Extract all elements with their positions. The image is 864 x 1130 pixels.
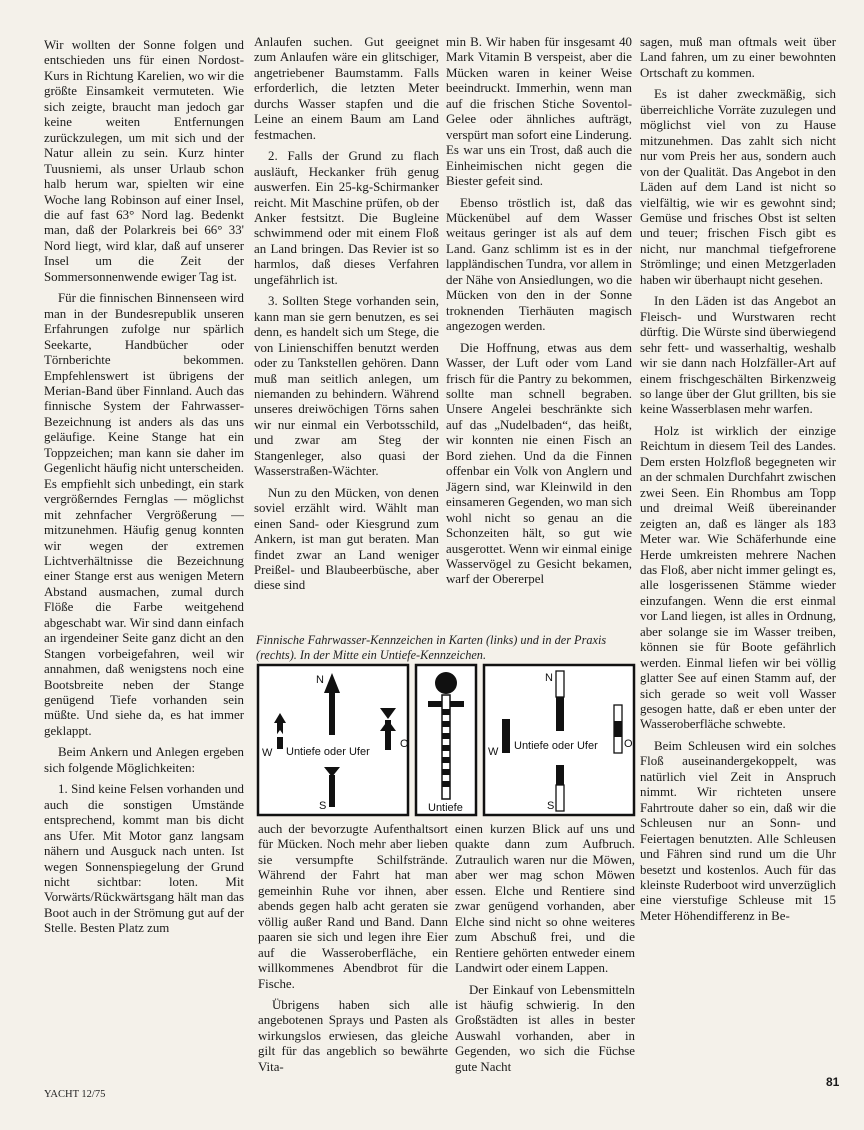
shoal-label: Untiefe (428, 802, 463, 814)
paragraph: Beim Schleusen wird ein solches Floß auseinandergekoppelt, was natürlich viel Zeit in Anspruch nimmt. Wir richteten unsere Fahrtroute daher so ein, daß wir die Schleusen nur an Sonn- und Feiertagen benutzten. Alle Schleusen und Fähren sind rund um die Uhr besetzt und kostenlos. Auch für das kleinste Ruderboot wird unverzüglich eine vierstufige Schleuse mit 15 Meter Höhendifferenz in Be- (640, 738, 836, 923)
paragraph: In den Läden ist das Angebot an Fleisch- und Wurstwaren recht dürftig. Die Würste sind überwiegend sehr fett- und wasserhaltig, weshalb wir sie dann nach Holzfäller-Art auf einem frischgeschälten Birkenzweig so lange über der Glut grillten, bis sie keine Wasserblasen mehr warfen. (640, 294, 836, 417)
fairway-markers-diagram (256, 663, 637, 821)
paragraph: Es ist daher zweckmäßig, sich überreichliche Vorräte zuzulegen und möglichst viel von zu Hause mitzunehmen. Das zahlt sich nicht nur vom Preis her aus, sondern auch von der Qualität. Das Angebot in den Läden auf dem Land ist nicht so vielfältig, wie wir es gewohnt sind; Gemüse und frisches Obst ist selten und teuer; frischen Fisch gibt es nicht, nur manchmal tiefgefrorene Strömlinge; und einen Metzgerladen haben wir überhaupt nicht gesehen. (640, 87, 836, 287)
paragraph: Nun zu den Mücken, von denen soviel erzählt wird. Wählt man einen Sand- oder Kiesgrund zum Ankern, ist man gut beraten. Man findet zwar an Land weniger Preißel- und Blaubeerbüsche, aber diese sind (254, 485, 439, 593)
paragraph: auch der bevorzugte Aufenthaltsort für Mücken. Noch mehr aber lieben sie versumpfte Schilfstrände. Während der Fahrt hat man gemeinhin Ruhe vor ihnen, aber abends gegen halb acht geraten sie völlig außer Rand und Band. Dann paaren sie sich und legen ihre Eier auf die Wasseroberfläche, ein willkommenes Abendbrot für die Fische. (258, 822, 448, 991)
article-column-3-continued (455, 822, 635, 1084)
east-pole-icon (614, 705, 622, 753)
west-label: W (262, 747, 273, 759)
practice-poles-panel (484, 665, 634, 815)
magazine-issue: YACHT 12/75 (44, 1089, 106, 1100)
paragraph: Holz ist wirklich der einzige Reichtum in diesem Teil des Landes. Dem ersten Holzfloß begegneten wir an der schmalen Durchfahrt zwischen zwei Seen. Ein Rhombus am Topp und dreimal Weiß übereinander zeigten an, daß es länger als 183 Meter war. Wie Schäferhunde eine Herde umkreisten mehrere Nachen das Floß, aber nicht immer gelingt es, alle losgerissenen Stämme wieder einzufangen. Wenn die erst einmal vor Land liegen, ist alles in Ordnung, aber solange sie im Wasser treiben, können sie für Boote gefährlich werden. Einmal liefen wir bei völlig glatter See auf einen Stamm auf, der sich gerade so weit voll Wasser gesogen hatte, daß er eben unter der Wasseroberfläche schwebte. (640, 423, 836, 732)
article-column-2-continued (258, 822, 448, 1084)
north-label: N (316, 674, 324, 686)
paragraph: Ebenso tröstlich ist, daß das Mückenübel auf dem Wasser weitaus geringer ist als auf dem Land. Ganz schlimm ist es in der lappländischen Tundra, vor allem in der Nähe von Ansiedlungen, wo die Mücken von den in der Sonne troknenden Tierhäuten magisch angezogen werden. (446, 195, 632, 334)
paragraph: 1. Sind keine Felsen vorhanden und auch die sonstigen Umstände entsprechend, kommt man bis dicht ans Ufer. Mit Motor ganz langsam nähern und Ausguck nach unten. Ist wegen Sonnenspiegelung der Grund nicht sichtbar: loten. Mit Vorwärts/Rückwärtsgang hält man das Boot auch in der Strömung gut auf der Stelle. Besten Platz zum (44, 782, 244, 936)
south-pole-icon (556, 765, 564, 811)
south-label: S (547, 800, 555, 812)
north-label: N (545, 672, 553, 684)
paragraph: einen kurzen Blick auf uns und quakte dann zum Aufbruch. Zutraulich waren nur die Möwen, aber wer mag schon Möwen essen. Elche und Rentiere sind zwar genügend vorhanden, aber Elche sind nicht so ohne weiteres zum Abschuß frei, und die Rentiere gehörten entweder einem Landwirt oder einem Lappen. (455, 822, 635, 976)
shoal-marker-panel (416, 665, 476, 815)
center-label: Untiefe oder Ufer (286, 746, 370, 758)
paragraph: Die Hoffnung, etwas aus dem Wasser, der Luft oder vom Land frisch für die Pantry zu bekommen, sollte man schnell begraben. Unsere Angelei beschränkte sich auf das „Nudelbaden“, das heißt, wir konnten nie einen Fisch an Bord ziehen. Und da die Finnen offenbar ein Volk von Anglern und Jägern sind, war Kleinwild in den einsameren Gegenden, wo man sich wohl nicht so genau an die Schonzeiten hält, so gut wie ausgerottet. Wenn wir einmal einige Wasservögel zu Gesicht bekamen, warf der Obererpel (446, 340, 632, 587)
article-column-3 (446, 35, 632, 625)
west-label: W (488, 746, 499, 758)
paragraph: 2. Falls der Grund zu flach ausläuft, Heckanker früh genug auswerfen. Ein 25-kg-Schirmanker reicht. Mit Maschine prüfen, ob der Anker festsitzt. Die Bugleine schwimmend oder mit einem Floß an Land bringen. Das Revier ist so harmlos, daß dieses Verfahren ungefährlich ist. (254, 149, 439, 287)
paragraph: Für die finnischen Binnenseen wird man in der Bundesrepublik unseren Erfahrungen zufolge nur spärlich Seekarte, Handbücher oder Törnberichte bekommen. Empfehlenswert ist übrigens der Merian-Band über Finnland. Auch das finnische System der Fahrwasser-Bezeichnung ist anders als das uns geläufige. Keine Stange hat ein Toppzeichen; man kann sie daher im Gegenlicht häufig nicht unterscheiden. Es empfiehlt sich unbedingt, ein stark vergrößerndes Fernglas — möglichst mit zehnfacher Vergrößerung — mitzunehmen. Häufig genug konnten wir wegen der extremen Lichtverhältnisse die Bezeichnung einer Stange erst aus wenigen Metern Abstand ausmachen, zumal durch Flöße die Farbe weitgehend abgeschabt war. Wir sind dann einfach an irgendeiner Seite ganz dicht an den Stangen vorbeigefahren, weil wir annahmen, daß wenigstens noch eine Bootsbreite neben der Stange genügend Tiefe vorhanden sein müßte. Und siehe da, es hat immer geklappt. (44, 291, 244, 738)
paragraph: sagen, muß man oftmals weit über Land fahren, um zu einer bewohnten Ortschaft zu kommen. (640, 35, 836, 80)
paragraph: Wir wollten der Sonne folgen und entschieden uns für einen Nordost-Kurs in Richtung Karelien, wo wir die größte Einsamkeit vermuteten. Wie sich zeigte, braucht man jedoch gar keine weiten Entfernungen zurückzulegen, um mit sich und der Natur allein zu sein. Kurz hinter Tuusniemi, als unser Urlaub schon halb herum war, spielten wir eine Woche lang Robinson auf einer Insel, die auf fast 63° Nord lag. Bedenkt man, daß der Polarkreis bei 66° 33' Nord liegt, wird klar, daß auf unserer Insel um die Zeit der Sommersonnenwende ewiger Tag ist. (44, 38, 244, 284)
east-label: O (624, 738, 633, 750)
east-label: O (400, 738, 409, 750)
page-number: 81 (826, 1075, 840, 1089)
chart-symbols-panel (258, 665, 409, 815)
paragraph: 3. Sollten Stege vorhanden sein, kann man sie gern benutzen, es sei denn, es handelt sich um Stege, die von Linienschiffen benutzt werden oder zu Tankstellen gehören. Dann muß man seitlich anlegen, um niemanden zu behindern. Während unseres dreiwöchigen Törns sahen wir nur einmal ein Verbotsschild, und zwar am Steg der Stangenleger, also quasi der Wasserstraßen-Wächter. (254, 294, 439, 479)
paragraph: Der Einkauf von Lebensmitteln ist häufig schwierig. In den Großstädten ist alles in bester Auswahl vorhanden, aber in Gegenden, wo sich die Füchse gute Nacht (455, 982, 635, 1074)
paragraph: Anlaufen suchen. Gut geeignet zum Anlaufen wäre ein glitschiger, angetriebener Baumstamm. Falls erforderlich, die letzten Meter durchs Wasser stapfen und die Leine an einem Baum am Land festmachen. (254, 35, 439, 142)
west-pole-icon (502, 719, 510, 753)
figure-caption: Finnische Fahrwasser-Kennzeichen in Karten (links) und in der Praxis (rechts). In der Mitte ein Untiefe-Kennzeichen. (256, 633, 607, 662)
article-column-2 (254, 35, 439, 625)
article-column-4 (640, 35, 836, 1077)
north-pole-icon (556, 671, 564, 731)
article-column-1 (44, 38, 244, 1080)
south-label: S (319, 800, 327, 812)
center-label: Untiefe oder Ufer (514, 740, 598, 752)
paragraph: Übrigens haben sich alle angebotenen Sprays und Pasten als wirkungslos erwiesen, das gleiche gilt für das angeblich so bewährte Vita- (258, 997, 448, 1074)
paragraph: min B. Wir haben für insgesamt 40 Mark Vitamin B verspeist, aber die Mücken waren in keiner Weise beeindruckt. Immerhin, wenn man auf die frischen Stiche Soventol-Gelee oder ähnliches aufträgt, verspürt man sofort eine Linderung. Es war uns ein Trost, daß auch die Einheimischen nicht gegen die Biester gefeit sind. (446, 35, 632, 189)
paragraph: Beim Ankern und Anlegen ergeben sich folgende Möglichkeiten: (44, 745, 244, 775)
shoal-topmark-icon (435, 672, 457, 694)
fairway-markers-figure (256, 633, 637, 821)
